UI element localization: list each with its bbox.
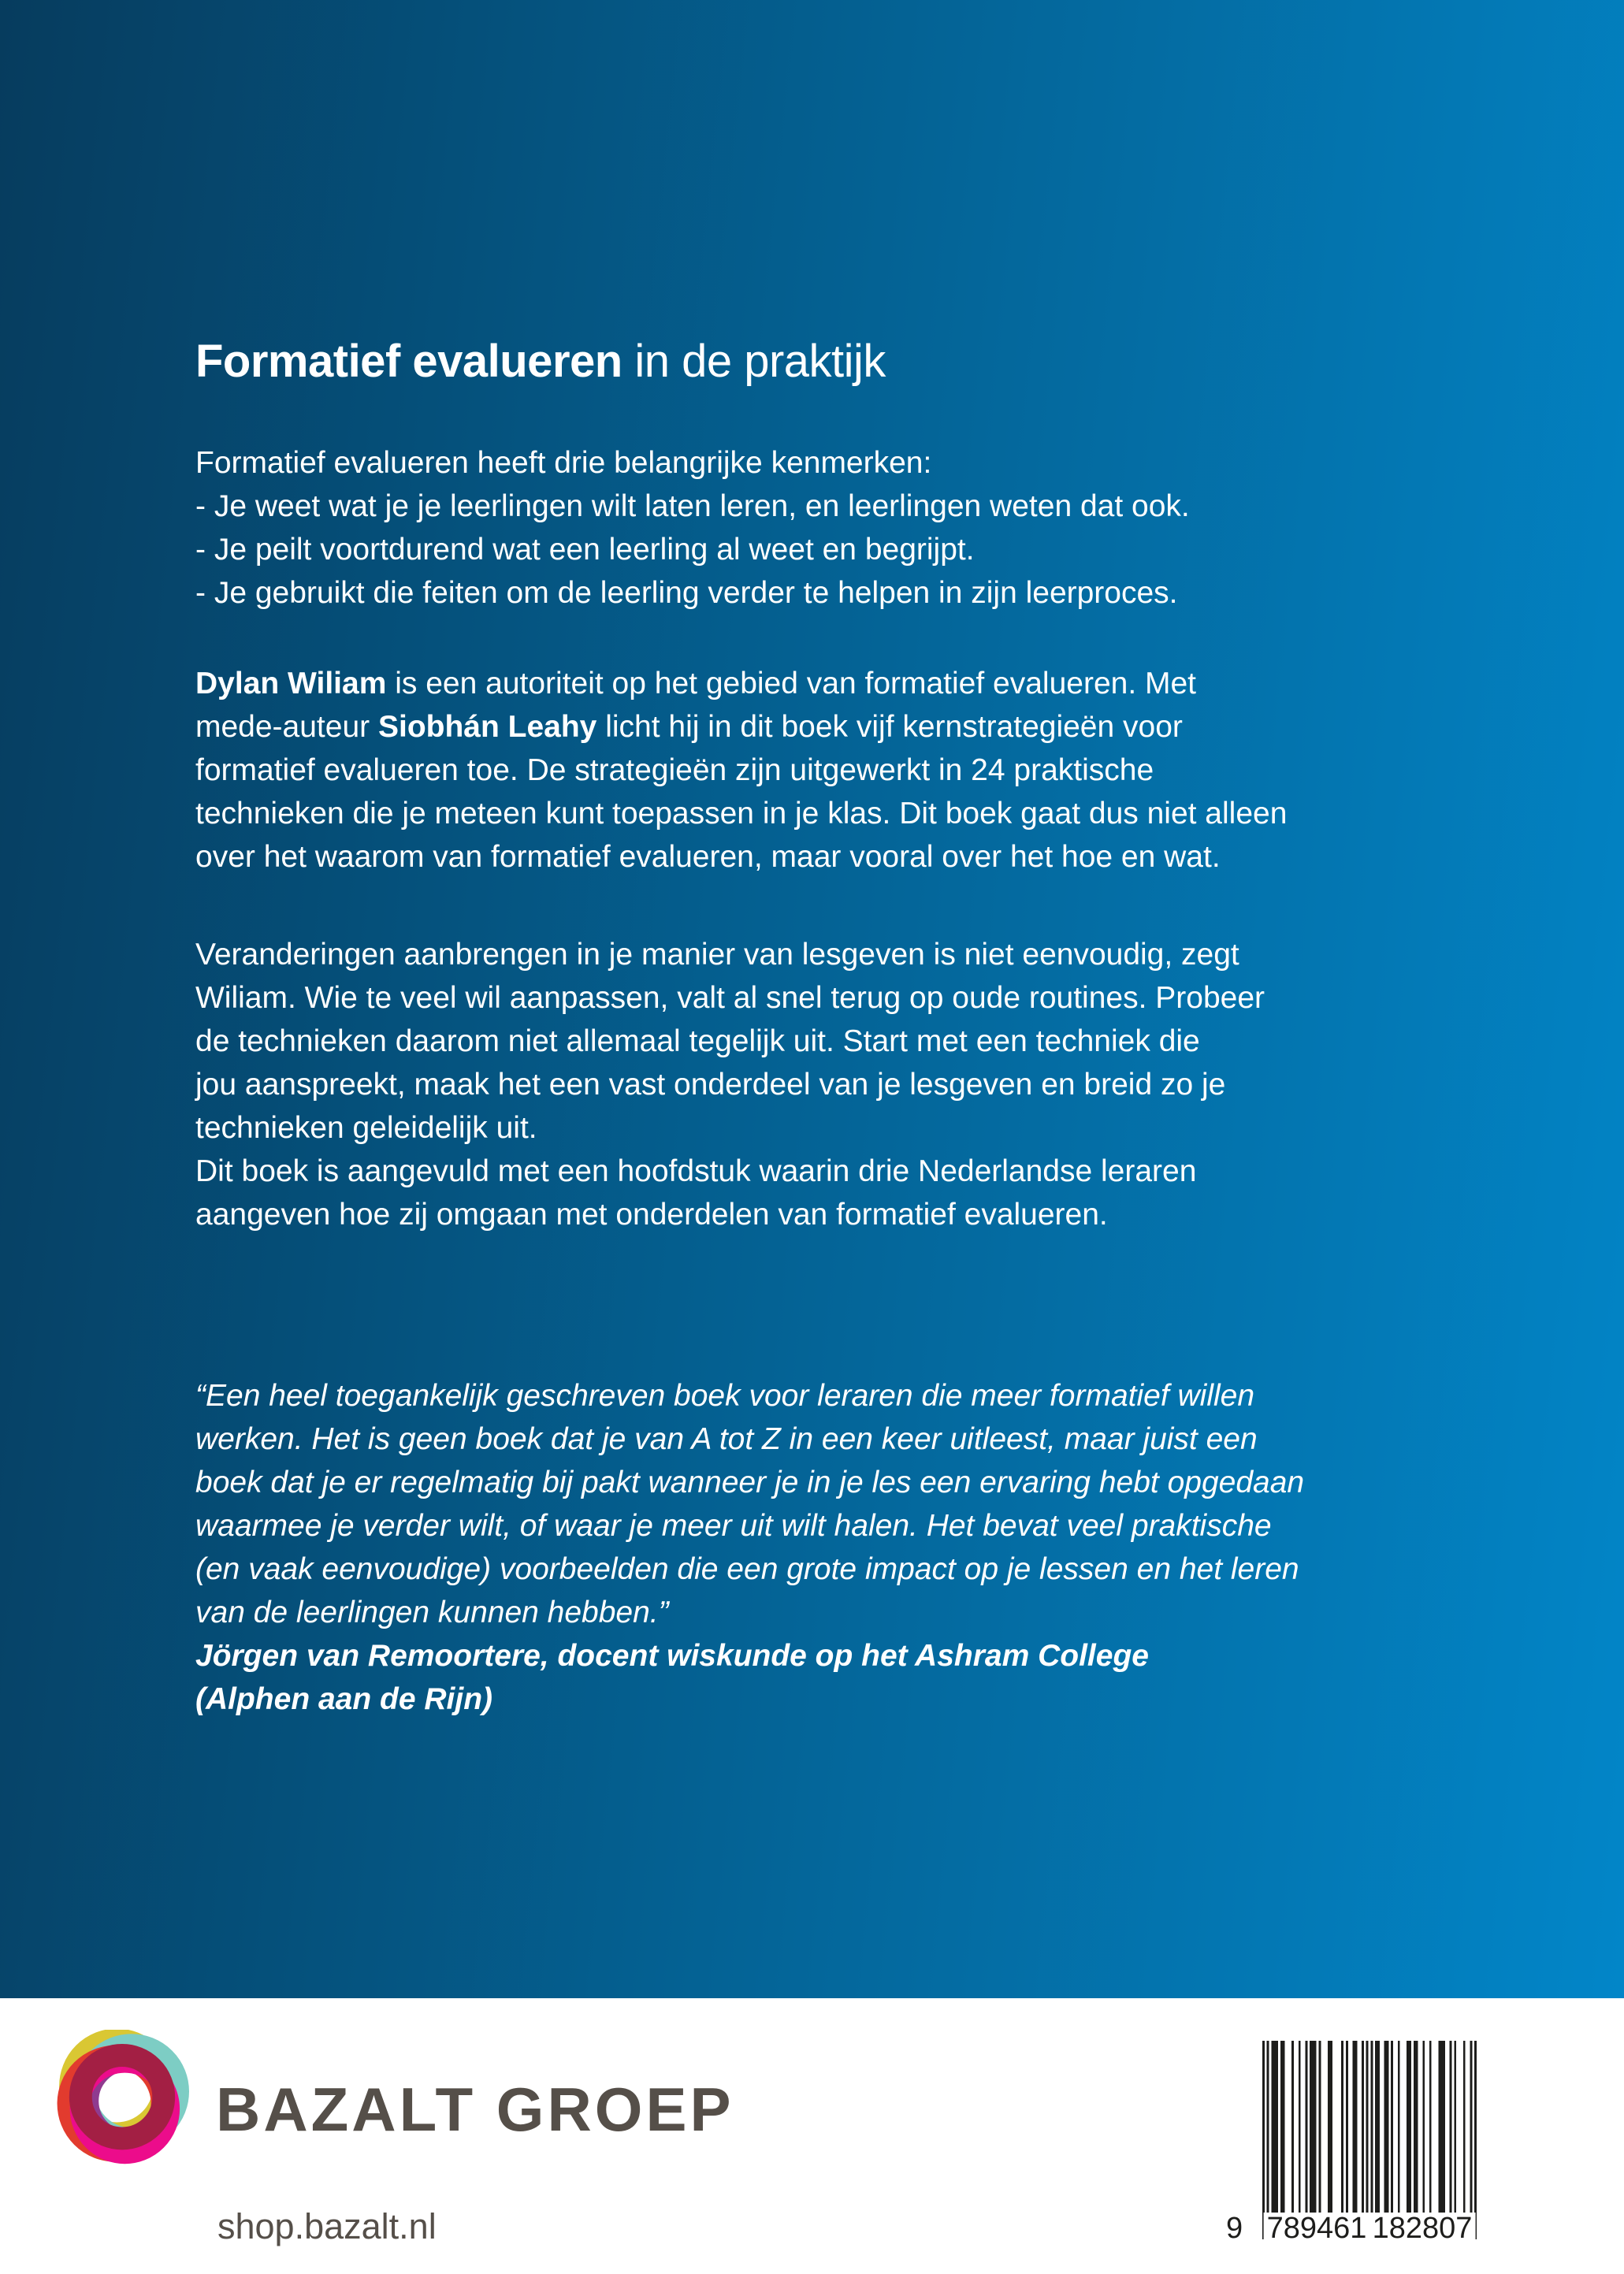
text-line: boek dat je er regelmatig bij pakt wanneer je in je les een ervaring hebt opgedaan <box>195 1466 1305 1499</box>
text-line: - Je weet wat je je leerlingen wilt laten leren, en leerlingen weten dat ook. <box>195 489 1190 523</box>
text-line: technieken geleidelijk uit. <box>195 1111 537 1145</box>
barcode-digits-left: 789461 <box>1264 2213 1370 2244</box>
barcode-digit-prefix: 9 <box>1226 2212 1243 2245</box>
text-line: jou aanspreekt, maak het een vast onderdeel van je lesgeven en breid zo je <box>195 1068 1226 1102</box>
text-line: Dylan Wiliam is een autoriteit op het gebied van formatief evalueren. Met <box>195 667 1197 700</box>
brand-name: BAZALT GROEP <box>216 2075 734 2144</box>
barcode-bars <box>1262 2041 1477 2239</box>
text-line: “Een heel toegankelijk geschreven boek voor leraren die meer formatief willen <box>195 1379 1255 1413</box>
text-line: de technieken daarom niet allemaal tegelijk uit. Start met een techniek die <box>195 1024 1200 1058</box>
intro-paragraph <box>195 441 1190 615</box>
text-line: Dit boek is aangevuld met een hoofdstuk waarin drie Nederlandse leraren <box>195 1154 1197 1188</box>
text-line: mede-auteur Siobhán Leahy licht hij in dit boek vijf kernstrategieën voor <box>195 710 1183 744</box>
text-line: - Je peilt voortdurend wat een leerling al weet en begrijpt. <box>195 533 975 567</box>
text-line: over het waarom van formatief evalueren, maar vooral over het hoe en wat. <box>195 840 1221 874</box>
barcode <box>1226 2041 1477 2246</box>
text-line: (Alphen aan de Rijn) <box>195 1682 493 1716</box>
website-url: shop.bazalt.nl <box>217 2206 437 2246</box>
text-line: formatief evalueren toe. De strategieën zijn uitgewerkt in 24 praktische <box>195 753 1154 787</box>
text-line: Veranderingen aanbrengen in je manier van lesgeven is niet eenvoudig, zegt <box>195 938 1239 972</box>
bazalt-ring-logo-icon <box>55 2030 189 2175</box>
text-line: Wiliam. Wie te veel wil aanpassen, valt al snel terug op oude routines. Probeer <box>195 981 1265 1015</box>
footer-band <box>0 1998 1624 2274</box>
text-line: van de leerlingen kunnen hebben.” <box>195 1596 669 1629</box>
text-line: werken. Het is geen boek dat je van A tot Z in een keer uitleest, maar juist een <box>195 1422 1258 1456</box>
book-title <box>195 334 886 389</box>
book-title-emphasis: Formatief evalueren <box>195 336 622 387</box>
text-line: Formatief evalueren heeft drie belangrijke kenmerken: <box>195 446 932 480</box>
text-line: - Je gebruikt die feiten om de leerling verder te helpen in zijn leerproces. <box>195 576 1178 610</box>
advice-paragraph <box>195 933 1265 1236</box>
testimonial-block <box>195 1374 1304 1721</box>
text-line: (en vaak eenvoudige) voorbeelden die een grote impact op je lessen en het leren <box>195 1552 1299 1586</box>
text-line: waarmee je verder wilt, of waar je meer uit wilt halen. Het bevat veel praktische <box>195 1509 1272 1543</box>
text-line: Jörgen van Remoortere, docent wiskunde op het Ashram College <box>195 1639 1149 1673</box>
testimonial-quote <box>195 1374 1304 1634</box>
authors-paragraph <box>195 662 1287 879</box>
quote-attribution <box>195 1634 1304 1721</box>
barcode-digits-right: 182807 <box>1369 2213 1476 2244</box>
book-title-rest: in de praktijk <box>622 336 886 387</box>
text-line: technieken die je meteen kunt toepassen in je klas. Dit boek gaat dus niet alleen <box>195 797 1288 830</box>
text-line: aangeven hoe zij omgaan met onderdelen van formatief evalueren. <box>195 1198 1108 1232</box>
